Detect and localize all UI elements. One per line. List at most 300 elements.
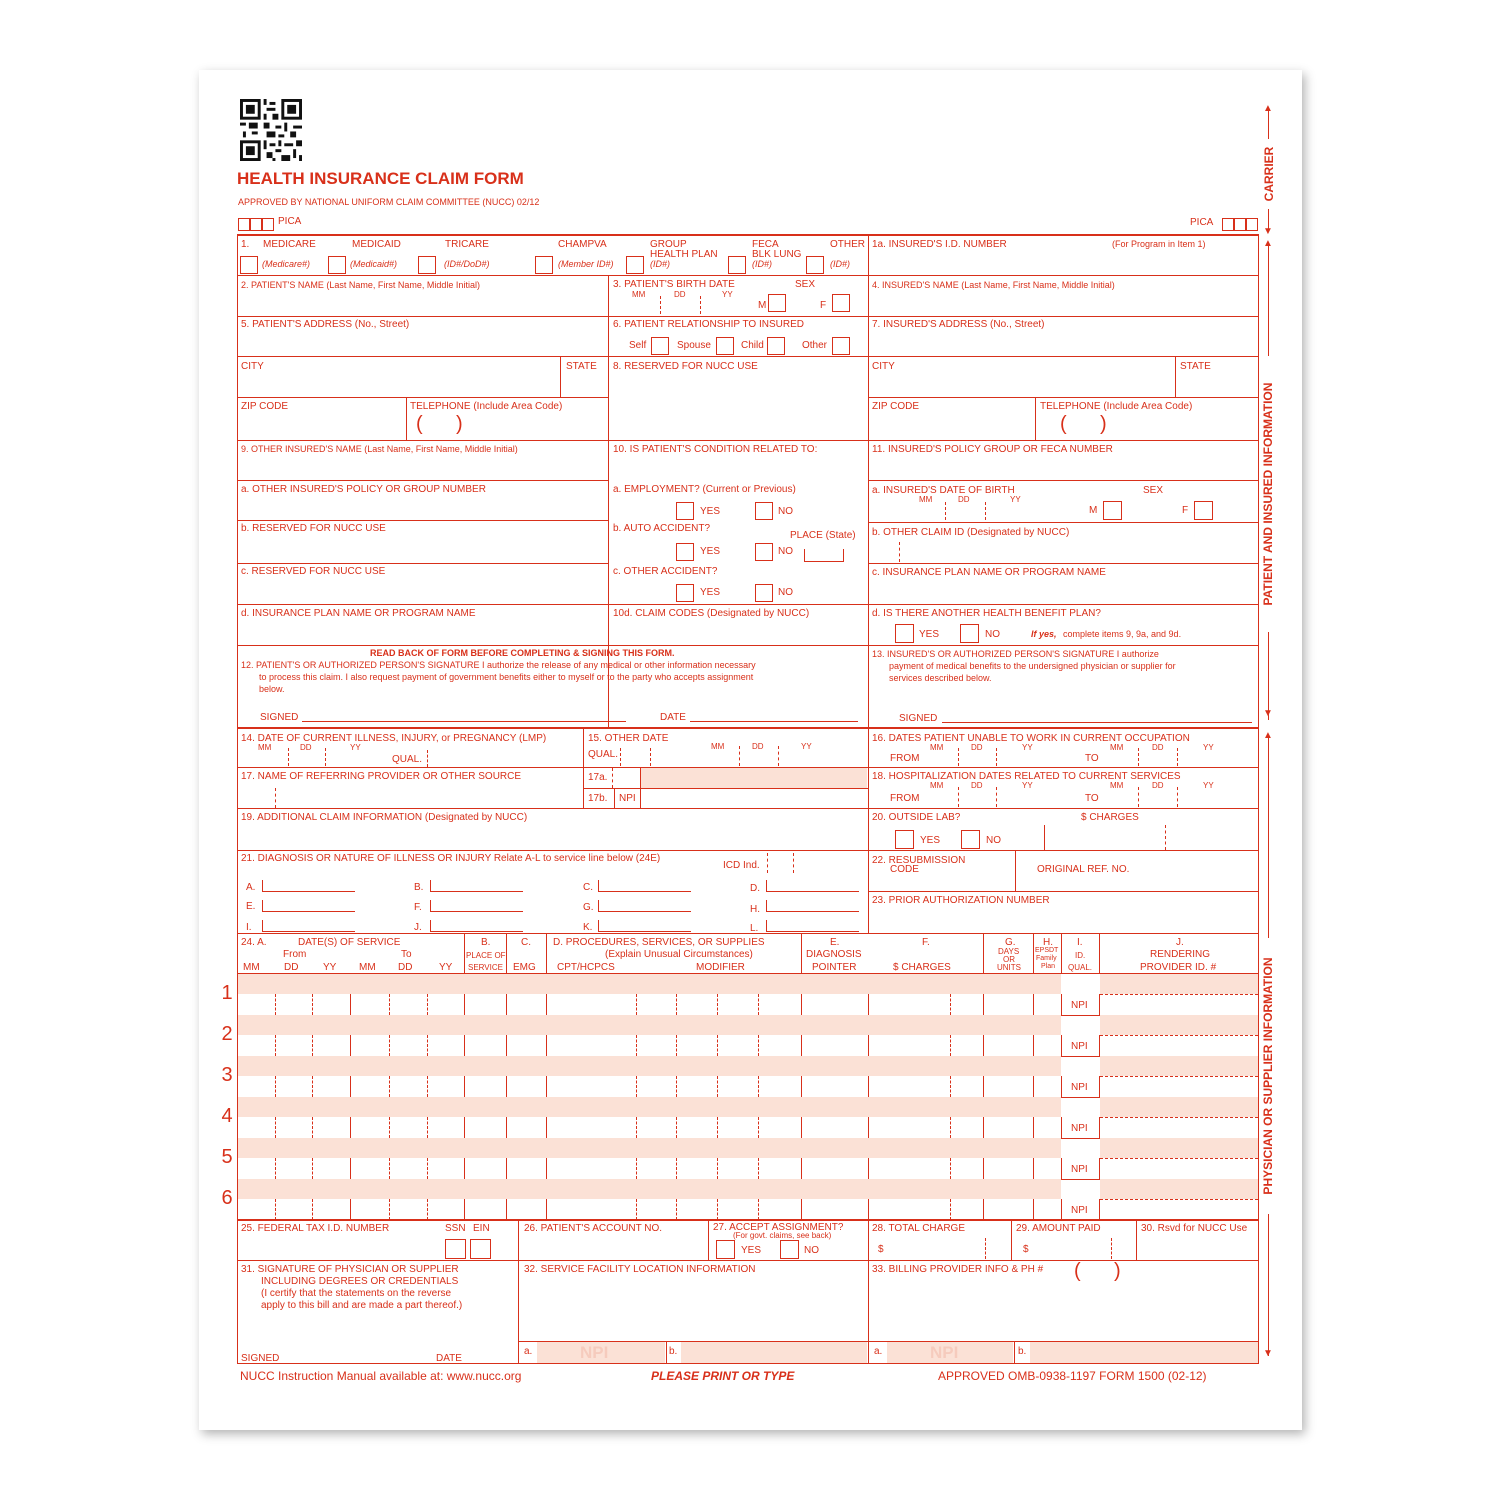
rule-col-15 [583,727,584,808]
f11d-note: complete items 9, 9a, and 9d. [1063,629,1182,639]
patient-area-code-parens: ( ) [416,413,463,435]
f7-label: 7. INSURED'S ADDRESS (No., Street) [872,319,1045,330]
f24-i-label-2: ID. [1075,951,1086,960]
f1-medicare-id: (Medicare#) [262,259,311,269]
f11d-yes-label: YES [919,629,940,640]
f1-group-id: (ID#) [650,259,670,269]
f18-from-mm: MM [930,781,944,790]
pica-left-box-1[interactable] [238,218,250,231]
f13-signed-label: SIGNED [899,713,938,724]
f24-e-label-3: POINTER [812,962,857,973]
f31-line3: (I certify that the statements on the reverse [261,1288,452,1299]
f10b-label: b. AUTO ACCIDENT? [613,523,711,534]
f3-sex-f-label: F [820,300,827,311]
f24-j-label-3: PROVIDER ID. # [1140,962,1217,973]
f9c-label: c. RESERVED FOR NUCC USE [241,566,386,577]
f21-line-l[interactable] [766,920,859,932]
rule-col-32 [518,1219,519,1364]
f12-line1: 12. PATIENT'S OR AUTHORIZED PERSON'S SIGNATURE I authorize the release of any medical or other information necessary [241,660,756,670]
f24-col-c [506,933,507,973]
f11a-sex-f-checkbox[interactable] [1194,501,1213,520]
f3-date-sep-2 [700,296,701,314]
f1-medicaid-id: (Medicaid#) [350,259,398,269]
f15-mm: MM [711,742,725,751]
footer-manual: NUCC Instruction Manual available at: www.nucc.org [240,1369,522,1383]
f11d-yes-checkbox[interactable] [895,624,914,643]
f3-mm: MM [632,290,646,299]
f33-b-field[interactable] [1030,1342,1258,1363]
f1-champva-id: (Member ID#) [558,259,614,269]
f20-no-checkbox[interactable] [961,830,980,849]
service-line-5-shaded-j [1100,1138,1258,1158]
rule-row-11a [868,480,1259,481]
patient-state-label: STATE [566,361,597,372]
service-line-4-entry[interactable] [238,1117,1258,1137]
rule-row-12 [237,645,1259,646]
f17b-npi-label: NPI [619,793,636,804]
f16-to-label: TO [1085,753,1099,764]
f18-from-yy: YY [1022,781,1033,790]
f1-other-checkbox[interactable] [806,256,824,274]
f15-qual-sep-1 [620,748,621,766]
f13-line3: services described below. [889,673,992,683]
f32-b-field[interactable] [681,1342,867,1363]
service-line-1-shaded [238,974,1061,994]
rule-row-24 [237,933,1259,934]
f24-col-g [1033,933,1034,973]
rule-row-9b-left [237,520,608,521]
f11a-sex-f-label: F [1182,505,1189,516]
f11-label: 11. INSURED'S POLICY GROUP OR FECA NUMBER [872,444,1113,455]
f1-health-plan-label: HEALTH PLAN [650,249,718,260]
f33-b-label: b. [1018,1346,1027,1357]
f11a-sex-m-label: M [1089,505,1098,516]
f9a-label: a. OTHER INSURED'S POLICY OR GROUP NUMBER [241,484,486,495]
rule-row-5 [237,316,1259,317]
f33-area-code-parens: ( ) [1074,1260,1121,1282]
f3-label: 3. PATIENT'S BIRTH DATE [613,279,735,290]
f21-letter-d: D. [750,883,760,894]
line-number-1: 1 [221,982,233,1004]
f21-line-j[interactable] [430,920,523,932]
service-line-4-shaded-j [1100,1097,1258,1117]
f6-spouse-label: Spouse [677,340,711,351]
f24-i-label-3: QUAL. [1068,963,1093,972]
f13-line2: payment of medical benefits to the undersigned physician or supplier for [889,661,1176,671]
service-line-1-shaded-j [1100,974,1258,994]
f28-cents-sep [985,1238,986,1259]
f20-sep [1044,825,1045,850]
service-line-3-shaded [238,1056,1061,1076]
patient-telephone-label: TELEPHONE (Include Area Code) [410,401,563,412]
rule-col-right-bottom [868,1219,869,1364]
f10b-no-label: NO [778,546,793,557]
f13-line1: 13. INSURED'S OR AUTHORIZED PERSON'S SIGNATURE I authorize [872,649,1159,659]
rule-row-zip-right [868,397,1259,398]
f14-mm: MM [258,743,272,752]
physician-arrow-down: ▼ [1263,1348,1273,1359]
f1-group-checkbox[interactable] [626,256,644,274]
f17b-sep [614,788,615,808]
f24-h-label-4: Plan [1041,963,1056,970]
rule-section-break [237,727,1259,729]
f5-label: 5. PATIENT'S ADDRESS (No., Street) [241,319,410,330]
f18-label: 18. HOSPITALIZATION DATES RELATED TO CURRENT SERVICES [872,771,1181,782]
f25-label: 25. FEDERAL TAX I.D. NUMBER [241,1223,390,1234]
f11d-no-label: NO [985,629,1000,640]
f21-letter-j: J. [414,922,422,933]
service-line-6-entry[interactable] [238,1199,1258,1219]
carrier-arrow-up: ▲ [1263,103,1273,114]
f24-emg-label: EMG [513,962,536,973]
f1-tricare-checkbox[interactable] [418,256,436,274]
f3-sex-m-checkbox[interactable] [768,294,786,312]
f20-label: 20. OUTSIDE LAB? [872,812,961,823]
rule-row-9d [237,604,1259,605]
f11a-mm: MM [919,495,933,504]
f24-h-label-2: EPSDT [1035,947,1059,954]
f21-line-k[interactable] [598,920,691,932]
f1-feca-id: (ID#) [752,259,772,269]
f15-dd: DD [752,742,764,751]
rule-row-21 [237,850,1259,851]
f18-from-dd: DD [971,781,983,790]
f21-line-d[interactable] [766,880,859,892]
side-label-physician: PHYSICIAN OR SUPPLIER INFORMATION [1261,938,1275,1214]
f24-num: 24. A. [241,937,267,948]
rule-row-11b [868,522,1259,523]
f31-line2: INCLUDING DEGREES OR CREDENTIALS [261,1276,459,1287]
rule-col-right [868,234,869,933]
rule-col-state-left [560,356,561,397]
f1-champva-label: CHAMPVA [558,239,607,250]
f11d-note-if-yes: If yes, [1031,629,1057,639]
footer-print-notice: PLEASE PRINT OR TYPE [651,1369,795,1383]
f20-yes-label: YES [920,835,941,846]
f1-blk-lung-label: BLK LUNG [752,249,802,260]
f1-other-id: (ID#) [830,259,850,269]
f21-letter-g: G. [583,902,594,913]
f1-tricare-label: TRICARE [445,239,489,250]
f16-label: 16. DATES PATIENT UNABLE TO WORK IN CURRENT OCCUPATION [872,733,1190,744]
f10c-yes-checkbox[interactable] [676,584,694,602]
f24-pos-label-2: SERVICE [468,963,503,972]
f17a-label: 17a. [588,772,608,783]
service-line-4-shaded [238,1097,1061,1117]
f24-g-label-4: UNITS [997,963,1021,972]
f6-self-checkbox[interactable] [651,337,669,355]
f21-label: 21. DIAGNOSIS OR NATURE OF ILLNESS OR INJURY Relate A-L to service line below (24E) [241,853,661,864]
f32-b-label: b. [669,1346,678,1357]
f21-letter-f: F. [414,902,422,913]
f1a-label: 1a. INSURED'S I.D. NUMBER [872,239,1007,250]
f14-qual-sep [427,750,428,767]
rule-col-state-right [1175,356,1176,397]
f16-from-sep-1 [958,748,959,766]
rule-col-27 [708,1219,709,1260]
f10b-place-label: PLACE (State) [790,530,856,541]
f10d-label: 10d. CLAIM CODES (Designated by NUCC) [613,608,810,619]
f6-spouse-checkbox[interactable] [716,337,734,355]
f6-self-label: Self [629,340,647,351]
f9b-label: b. RESERVED FOR NUCC USE [241,523,386,534]
f1-feca-label: FECA [752,239,779,250]
insured-city-label: CITY [872,361,895,372]
f12-signature-line[interactable] [302,721,626,722]
f21-line-c[interactable] [598,880,691,892]
f10a-no-checkbox[interactable] [755,502,773,520]
f21-line-g[interactable] [598,900,691,912]
rule-row-19 [237,808,1259,809]
service-line-6-shaded-j [1100,1179,1258,1199]
rule-col-30 [1136,1219,1137,1260]
f1-feca-checkbox[interactable] [728,256,746,274]
rule-col-tel-right [1035,397,1036,440]
insured-state-label: STATE [1180,361,1211,372]
f6-child-checkbox[interactable] [767,337,785,355]
line-number-2: 2 [221,1023,233,1045]
f32-a-label: a. [524,1346,533,1357]
service-line-3-entry[interactable] [238,1076,1258,1096]
f21-letter-k: K. [583,922,593,933]
f1-medicaid-checkbox[interactable] [328,256,346,274]
f16-to-sep-1 [1138,748,1139,766]
f20-cents-sep [1165,825,1166,850]
f4-label: 4. INSURED'S NAME (Last Name, First Name, Middle Initial) [872,280,1115,290]
f24-b-label: B. [481,937,491,948]
service-line-3-shaded-j [1100,1056,1258,1076]
pica-right-box-1[interactable] [1222,218,1234,231]
service-line-6-shaded [238,1179,1061,1199]
f16-from-label: FROM [890,753,920,764]
f18-to-sep-2 [1177,787,1178,807]
f17a-shaded-field [641,768,867,788]
f12-line3: below. [259,684,285,694]
f29-dollar: $ [1023,1244,1029,1255]
line-2-npi-label: NPI [1071,1041,1088,1052]
f24-to-mm: MM [359,962,376,973]
pica-right-box-2[interactable] [1234,218,1246,231]
f27-yes-label: YES [741,1245,762,1256]
f32-label: 32. SERVICE FACILITY LOCATION INFORMATION [524,1264,756,1275]
f28-dollar: $ [878,1244,884,1255]
f16-from-dd: DD [971,743,983,752]
f25-ssn-checkbox[interactable] [445,1239,466,1259]
f24-to-label: To [401,949,412,960]
f18-to-dd: DD [1152,781,1164,790]
f19-label: 19. ADDITIONAL CLAIM INFORMATION (Designated by NUCC) [241,812,528,823]
f1-champva-checkbox[interactable] [535,256,553,274]
f12-date-line[interactable] [690,721,858,722]
f24-modifier-label: MODIFIER [696,962,745,973]
physician-arrow-up: ▲ [1263,730,1273,741]
f10b-yes-label: YES [700,546,721,557]
f24-col-i [1099,933,1100,973]
f3-sex-f-checkbox[interactable] [832,294,850,312]
footer-omb: APPROVED OMB-0938-1197 FORM 1500 (02-12) [938,1369,1207,1383]
f24-e-label: E. [830,937,840,948]
f10b-place-field[interactable] [804,549,844,562]
f27-no-checkbox[interactable] [780,1240,799,1259]
f18-from-sep-1 [958,787,959,807]
f3-yy: YY [722,290,733,299]
f6-label: 6. PATIENT RELATIONSHIP TO INSURED [613,319,804,330]
service-line-5-entry[interactable] [238,1158,1258,1178]
f24-e-label-2: DIAGNOSIS [806,949,862,960]
f10b-no-checkbox[interactable] [755,543,773,561]
pica-left-box-2[interactable] [250,218,262,231]
f24-dates-label: DATE(S) OF SERVICE [298,937,401,948]
service-line-6-bottom-rule [237,1220,1259,1221]
insured-telephone-label: TELEPHONE (Include Area Code) [1040,401,1193,412]
side-label-carrier: CARRIER [1262,139,1276,209]
line-number-3: 3 [221,1064,233,1086]
f24-from-yy: YY [323,962,337,973]
f31-line4: apply to this bill and are made a part thereof.) [261,1300,463,1311]
f6-other-checkbox[interactable] [832,337,850,355]
f14-sep-1 [288,748,289,766]
f1-group-label: GROUP [650,239,687,250]
f3-date-sep-1 [660,296,661,314]
f11a-sex-m-checkbox[interactable] [1103,501,1122,520]
f15-qual-label: QUAL. [588,749,619,760]
f10a-yes-checkbox[interactable] [676,502,694,520]
service-line-1-entry[interactable] [238,994,1258,1014]
f3-sex-label: SEX [795,279,816,290]
f21-icd-label: ICD Ind. [723,860,760,871]
line-number-5: 5 [221,1146,233,1168]
f33-npi-watermark: NPI [930,1343,959,1362]
f16-from-mm: MM [930,743,944,752]
pica-left-box-3[interactable] [262,218,274,231]
f21-line-i[interactable] [262,920,355,932]
f21-line-f[interactable] [430,900,523,912]
f24-cpt-label: CPT/HCPCS [557,962,615,973]
carrier-arrow-down: ▼ [1263,226,1273,237]
f21-line-e[interactable] [262,900,355,912]
patient-arrow-up: ▲ [1263,238,1273,249]
f20-yes-checkbox[interactable] [895,830,914,849]
f13-signature-line[interactable] [942,722,1252,723]
f11a-label: a. INSURED'S DATE OF BIRTH [872,485,1015,496]
patient-arrow-down: ▼ [1263,708,1273,719]
f28-label: 28. TOTAL CHARGE [872,1223,965,1234]
pica-left-label: PICA [278,216,302,227]
f24-h-label: H. [1043,937,1053,948]
f31-signed-label: SIGNED [241,1353,280,1364]
f27-yes-checkbox[interactable] [716,1240,735,1259]
f21-line-a[interactable] [262,880,355,892]
f1-medicaid-label: MEDICAID [352,239,401,250]
f20-no-label: NO [986,835,1001,846]
f24-g-label: G. [1005,937,1016,948]
f24-f-label: F. [922,937,930,948]
f25-ein-checkbox[interactable] [470,1239,491,1259]
f24-to-yy: YY [439,962,453,973]
f12-date-label: DATE [660,712,686,723]
rule-row-city [237,356,1259,357]
f10c-no-label: NO [778,587,793,598]
f32-npi-watermark: NPI [580,1343,609,1362]
f6-other-label: Other [802,340,828,351]
form-title: HEALTH INSURANCE CLAIM FORM [237,169,524,188]
f33-ab-sep [1014,1341,1015,1364]
f11a-date-sep-2 [985,502,986,520]
line-4-npi-label: NPI [1071,1123,1088,1134]
patient-city-label: CITY [241,361,264,372]
pica-right-box-3[interactable] [1246,218,1258,231]
f16-to-sep-2 [1177,748,1178,766]
line-3-npi-label: NPI [1071,1082,1088,1093]
f24-from-dd: DD [284,962,299,973]
f10c-no-checkbox[interactable] [755,584,773,602]
f22-orig-label: ORIGINAL REF. NO. [1037,864,1130,875]
f24-g-label-3: OR [1003,955,1015,964]
f21-line-b[interactable] [430,880,523,892]
f17-label: 17. NAME OF REFERRING PROVIDER OR OTHER SOURCE [241,771,522,782]
f24-col-b [464,933,465,973]
f29-label: 29. AMOUNT PAID [1016,1223,1101,1234]
f16-from-sep-2 [996,748,997,766]
f20-charges-label: $ CHARGES [1081,812,1139,823]
f11a-dd: DD [958,495,970,504]
f11d-no-checkbox[interactable] [960,624,979,643]
service-line-2-shaded-j [1100,1015,1258,1035]
f17-left-sep [275,788,276,808]
f18-from-label: FROM [890,793,920,804]
f12-signed-label: SIGNED [260,712,299,723]
service-line-2-entry[interactable] [238,1035,1258,1055]
f24-f-label-2: $ CHARGES [893,962,951,973]
f29-cents-sep [1111,1238,1112,1259]
f11a-yy: YY [1010,495,1021,504]
f30-label: 30. Rsvd for NUCC Use [1141,1223,1248,1234]
f1-other-label: OTHER [830,239,865,250]
patient-zip-label: ZIP CODE [241,401,289,412]
f3-dd: DD [674,290,686,299]
f10b-yes-checkbox[interactable] [676,543,694,561]
f24-pos-label-1: PLACE OF [466,951,506,960]
rule-col-22 [1015,850,1016,891]
f1-medicare-checkbox[interactable] [240,256,258,274]
f24-col-d [546,933,547,973]
f15-sep-2 [778,746,779,766]
f21-icd-sep-2 [793,853,794,873]
f11a-sex-label: SEX [1143,485,1164,496]
f11d-label: d. IS THERE ANOTHER HEALTH BENEFIT PLAN? [872,608,1101,619]
f11c-label: c. INSURANCE PLAN NAME OR PROGRAM NAME [872,567,1106,578]
f21-letter-l: L. [750,923,759,934]
f31-line1: 31. SIGNATURE OF PHYSICIAN OR SUPPLIER [241,1264,459,1275]
f24-h-label-3: Family [1036,955,1057,962]
f24-g-label-2: DAYS [998,947,1020,956]
f2-label: 2. PATIENT'S NAME (Last Name, First Name, Middle Initial) [241,280,480,290]
rule-row-9c-left [237,563,608,564]
f25-ein-label: EIN [473,1223,490,1234]
f21-line-h[interactable] [766,900,859,912]
f21-letter-e: E. [246,901,256,912]
f3-sex-m-label: M [758,300,767,311]
f18-to-sep-1 [1138,787,1139,807]
f11b-sep [899,542,900,562]
f24-col-h [1061,933,1062,973]
f24-col-e [801,933,802,973]
f10a-yes-label: YES [700,506,721,517]
f23-label: 23. PRIOR AUTHORIZATION NUMBER [872,895,1050,906]
f18-to-yy: YY [1203,781,1214,790]
f24-i-label: I. [1077,937,1083,948]
f24-to-dd: DD [398,962,413,973]
